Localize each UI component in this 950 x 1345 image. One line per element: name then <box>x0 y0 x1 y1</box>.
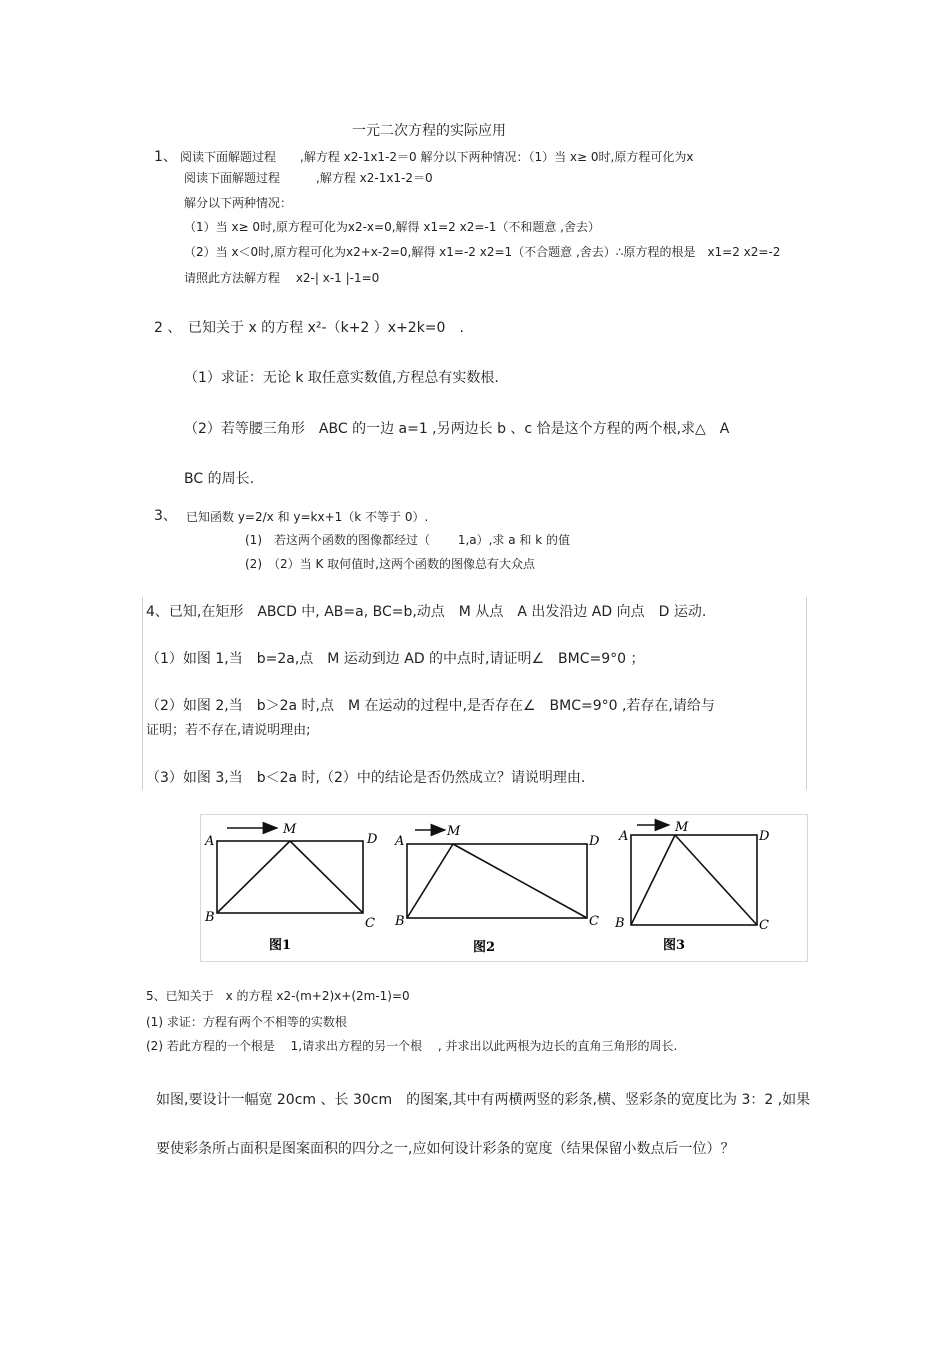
segment-mb <box>631 835 675 925</box>
label-a: A <box>619 829 629 844</box>
label-c: C <box>759 918 769 933</box>
rect-abcd <box>217 841 363 913</box>
q2-part-2: （2）若等腰三角形 ABC 的一边 a=1 ,另两边长 b 、c 恰是这个方程的两个根,求△ A <box>184 421 730 437</box>
rectangle-figures <box>201 815 807 961</box>
q4-left-border <box>142 597 143 790</box>
q1-line-3: 解分以下两种情况： <box>184 196 293 210</box>
q1-number: 1、 <box>154 149 177 165</box>
figure-panel <box>200 814 808 962</box>
q5-stem: 5、已知关于 x 的方程 x2-(m+2)x+(2m-1)=0 <box>146 989 410 1003</box>
segment-mc <box>453 844 587 918</box>
q4-part-1: （1）如图 1,当 b=2a,点 M 运动到边 AD 的中点时,请证明∠ BMC=9°0 ； <box>146 651 645 667</box>
q4-part-2-cont: 证明；若不存在,请说明理由; <box>146 723 311 738</box>
label-m: M <box>447 824 461 839</box>
label-m: M <box>283 822 297 837</box>
q3-part-1: (1) 若这两个函数的图像都经过（ 1,a）,求 a 和 k 的值 <box>245 533 570 547</box>
label-b: B <box>395 914 405 929</box>
q5-part-2: (2) 若此方程的一个根是 1,请求出方程的另一个根 , 并求出以此两根为边长的直角三角形的周长. <box>146 1039 678 1053</box>
rect-abcd <box>407 844 587 918</box>
q6-line-1: 如图,要设计一幅宽 20cm 、长 30cm 的图案,其中有两横两竖的彩条,横、竖彩条的宽度比为 3：2 ,如果 <box>156 1092 811 1108</box>
figure-3 <box>614 820 770 953</box>
q2-stem: 已知关于 x 的方程 x²-（k+2 ）x+2k=0 . <box>188 320 464 336</box>
q2-part-1: （1）求证：无论 k 取任意实数值,方程总有实数根. <box>184 370 499 386</box>
q3-stem: 已知函数 y=2/x 和 y=kx+1（k 不等于 0）. <box>186 510 429 524</box>
segment-mb <box>217 841 290 913</box>
figure-1 <box>204 822 378 953</box>
label-d: D <box>759 829 770 844</box>
q4-right-border <box>806 597 807 790</box>
q1-line-4: （1）当 x≥ 0时,原方程可化为x2-x=0,解得 x1=2 x2=-1（不和题意 ,舍去） <box>184 220 600 234</box>
label-m: M <box>675 820 689 835</box>
rect-abcd <box>631 835 757 925</box>
segment-mb <box>407 844 453 918</box>
segment-mc <box>675 835 757 925</box>
q1-line-2: 阅读下面解题过程 ,解方程 x2-1x1-2＝0 <box>184 171 433 185</box>
page-title: 一元二次方程的实际应用 <box>352 123 506 139</box>
label-a: A <box>395 834 405 849</box>
q4-part-3: （3）如图 3,当 b＜2a 时,（2）中的结论是否仍然成立？请说明理由. <box>146 770 586 786</box>
label-c: C <box>365 916 375 931</box>
q3-number: 3、 <box>154 508 177 524</box>
caption-figure-3: 图3 <box>663 938 686 953</box>
caption-figure-1: 图1 <box>269 938 292 953</box>
q1-line-5: （2）当 x＜0时,原方程可化为x2+x-2=0,解得 x1=-2 x2=1（不合题意 ,舍去）∴原方程的根是 x1=2 x2=-2 <box>184 245 781 259</box>
label-b: B <box>205 910 215 925</box>
q1-line-6: 请照此方法解方程 x2-| x-1 |-1=0 <box>184 271 380 285</box>
segment-mc <box>290 841 363 913</box>
q2-number: 2 、 <box>154 320 182 336</box>
q6-line-2: 要使彩条所占面积是图案面积的四分之一,应如何设计彩条的宽度（结果保留小数点后一位）？ <box>156 1141 735 1157</box>
label-c: C <box>589 914 599 929</box>
label-a: A <box>205 834 215 849</box>
q4-stem: 4、已知,在矩形 ABCD 中, AB=a, BC=b,动点 M 从点 A 出发沿边 AD 向点 D 运动. <box>146 604 707 620</box>
q2-part-2-cont: BC 的周长. <box>184 471 255 487</box>
label-d: D <box>367 832 378 847</box>
figure-2 <box>394 824 600 955</box>
q5-part-1: (1) 求证：方程有两个不相等的实数根 <box>146 1015 347 1029</box>
label-b: B <box>615 916 625 931</box>
q1-line-1: 阅读下面解题过程 ,解方程 x2-1x1-2＝0 解分以下两种情况：（1）当 x≥ 0时,原方程可化为x <box>180 150 694 164</box>
label-d: D <box>589 834 600 849</box>
q3-part-2: (2) （2）当 K 取何值时,这两个函数的图像总有大众点 <box>245 557 535 571</box>
q4-part-2: （2）如图 2,当 b＞2a 时,点 M 在运动的过程中,是否存在∠ BMC=9°0 ,若存在,请给与 <box>146 698 715 714</box>
caption-figure-2: 图2 <box>473 940 496 955</box>
